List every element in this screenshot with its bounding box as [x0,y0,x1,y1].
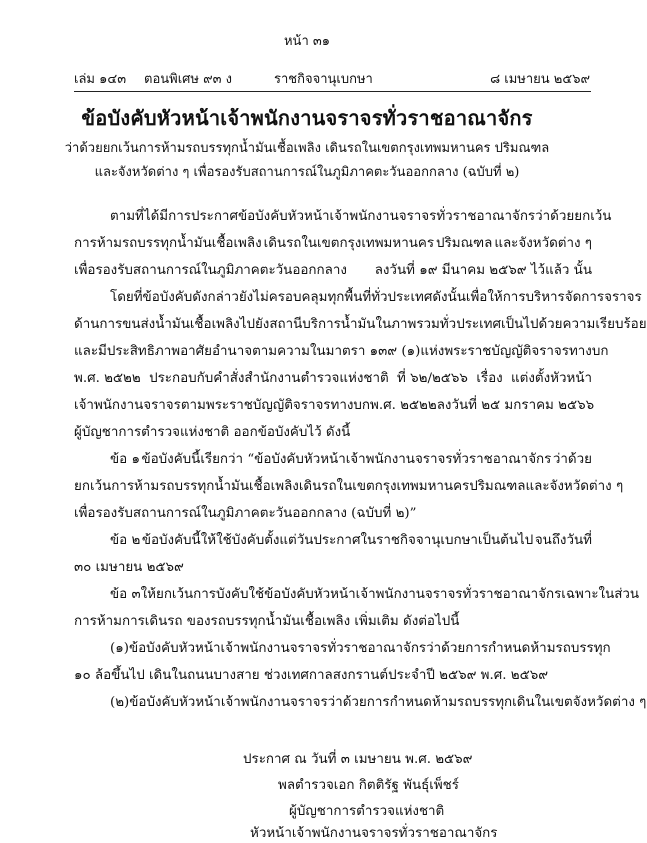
body-line: ผู้บัญชาการตำรวจแห่งชาติ ออกข้อบังคับไว้ ดังนี้ [74,425,351,440]
header-divider [74,91,591,92]
text-segment: ลงวันที่ ๑๙ มีนาคม ๒๕๖๙ ไว้แล้ว นั้น [374,263,592,278]
text-segment: ลงวันที่ ๒๕ มกราคม ๒๕๖๖ [436,398,595,413]
signatory-title: หัวหน้าเจ้าพนักงานจราจรทั่วราชอาณาจักร [250,826,498,841]
subtitle-line: และจังหวัดต่าง ๆ เพื่อรองรับสถานการณ์ในภูมิภาคตะวันออกกลาง (ฉบับที่ ๒) [94,165,520,180]
volume-number: เล่ม ๑๔๓ [74,72,127,87]
text-segment: ด้านการขนส่งน้ำมันเชื้อเพลิงไปยังสถานีบริการน้ำมัน [74,317,376,332]
text-segment: ดังนั้น [432,290,466,305]
announcement-date: ประกาศ ณ วันที่ ๓ เมษายน พ.ศ. ๒๕๖๙ [243,752,473,767]
issue-date: ๘ เมษายน ๒๕๖๙ [490,72,590,87]
text-segment: ปริมณฑล [436,236,493,251]
body-line [74,234,592,254]
text-segment: ข้อบังคับหัวหน้าเจ้าพนักงานจราจรทั่วราชอาณาจักรว่าด้วยการกำหนดห้ามรถบรรทุก [128,641,611,656]
text-segment: เจ้าพนักงานจราจรตามพระราชบัญญัติจราจรทางบก [74,398,370,413]
gazette-name: ราชกิจจานุเบกษา [274,72,373,87]
clause-3-line [110,585,640,605]
page-number: หน้า ๓๑ [283,34,331,49]
body-line [110,288,642,308]
text-segment: แห่งพระราชบัญญัติจราจรทางบก [420,344,609,359]
text-segment: ตามที่ได้มีการประกาศข้อบังคับหัวหน้าเจ้าพนักงานจราจรทั่วราชอาณาจักร [110,209,536,224]
text-segment: การห้ามรถบรรทุกน้ำมันเชื้อเพลิง [74,236,262,251]
text-segment: ที่ ๖๒/๒๕๖๖ [397,371,468,386]
text-segment: เฉพาะในส่วน [561,587,640,602]
text-segment: ข้อ ๑ [110,452,140,467]
body-line [74,342,609,362]
body-line [74,369,592,389]
item-1-line [110,639,611,659]
clause-3-line: การห้ามการเดินรถ ของรถบรรทุกน้ำมันเชื้อเพลิง เพิ่มเติม ดังต่อไปนี้ [74,614,460,629]
body-line [74,396,595,416]
text-segment: ข้อ ๒ [110,533,141,548]
item-1-line: ๑๐ ล้อขึ้นไป เดินในถนนบางสาย ช่วงเทศกาลสงกรานต์ประจำปี ๒๕๖๙ พ.ศ. ๒๕๖๙ [74,668,549,683]
text-segment: เพื่อรองรับสถานการณ์ในภูมิภาคตะวันออกกลาง [74,263,347,278]
text-segment: (๑) [110,641,129,656]
text-segment: ข้อบังคับนี้ให้ใช้บังคับตั้งแต่วันประกาศในราชกิจจานุเบกษาเป็นต้นไป [141,533,534,548]
text-segment: อาศัยอำนาจตามความในมาตรา ๑๓๙ (๑) [180,344,421,359]
text-segment: แต่งตั้งหัวหน้า [511,371,592,386]
text-segment: ว่าด้วยยกเว้น [535,209,612,224]
text-segment: และมีประสิทธิภาพ [74,344,181,359]
text-segment: จนถึงวันที่ [534,533,592,548]
item-2-line [110,693,647,713]
text-segment: ข้อบังคับหัวหน้าเจ้าพนักงานจราจร [129,695,328,710]
text-segment: ประกอบกับคำสั่งสำนักงานตำรวจแห่งชาติ [149,371,389,386]
body-line [74,261,592,281]
body-line [110,207,612,227]
text-segment: เดินรถในเขตกรุงเทพมหานคร [298,479,470,494]
text-segment: พ.ศ. ๒๕๒๒ [370,398,437,413]
text-segment: เรื่อง [476,371,503,386]
text-segment: เพื่อให้การบริหารจัดการจราจร [465,290,642,305]
text-segment: พ.ศ. ๒๕๒๒ [74,371,141,386]
body-line [74,315,647,335]
text-segment: ข้อ ๓ [110,587,141,602]
text-segment: ว่าด้วยการกำหนดห้ามรถบรรทุกเดินในเขตจังหวัดต่าง ๆ [327,695,647,710]
clause-2-line: ๓๐ เมษายน ๒๕๖๙ [74,560,184,575]
text-segment: ให้ยกเว้นการบังคับใช้ข้อบังคับหัวหน้าเจ้าพนักงานจราจรทั่วราชอาณาจักร [140,587,562,602]
subtitle-line: ว่าด้วยยกเว้นการห้ามรถบรรทุกน้ำมันเชื้อเพลิง เดินรถในเขตกรุงเทพมหานคร ปริมณฑล [64,141,550,156]
issue-number: ตอนพิเศษ ๙๓ ง [144,72,232,87]
text-segment: เดินรถในเขตกรุงเทพมหานคร [263,236,435,251]
signatory-position: ผู้บัญชาการตำรวจแห่งชาติ [289,804,445,819]
signatory-name: พลตำรวจเอก กิตติรัฐ พันธุ์เพ็ชร์ [278,778,459,793]
text-segment: ข้อบังคับนี้เรียกว่า “ข้อบังคับหัวหน้าเจ้าพนักงานจราจรทั่วราชอาณาจักร [141,452,552,467]
text-segment: ปริมณฑลและจังหวัดต่าง ๆ [469,479,624,494]
text-segment: ในภาพรวมทั่วประเทศเป็นไปด้วยความเรียบร้อย [375,317,647,332]
text-segment: และจังหวัดต่าง ๆ [494,236,592,251]
text-segment: ว่าด้วย [552,452,592,467]
text-segment: (๒) [110,695,130,710]
document-title: ข้อบังคับหัวหน้าเจ้าพนักงานจราจรทั่วราชอาณาจักร [81,106,533,130]
clause-1-line [110,450,592,470]
gazette-header [74,68,590,88]
text-segment: โดยที่ข้อบังคับดังกล่าวยังไม่ครอบคลุมทุกพื้นที่ทั่วประเทศ [110,290,433,305]
clause-2-line [110,531,592,551]
clause-1-line [74,477,624,497]
text-segment: ยกเว้นการห้ามรถบรรทุกน้ำมันเชื้อเพลิง [74,479,299,494]
clause-1-line: เพื่อรองรับสถานการณ์ในภูมิภาคตะวันออกกลาง (ฉบับที่ ๒)” [74,506,417,521]
